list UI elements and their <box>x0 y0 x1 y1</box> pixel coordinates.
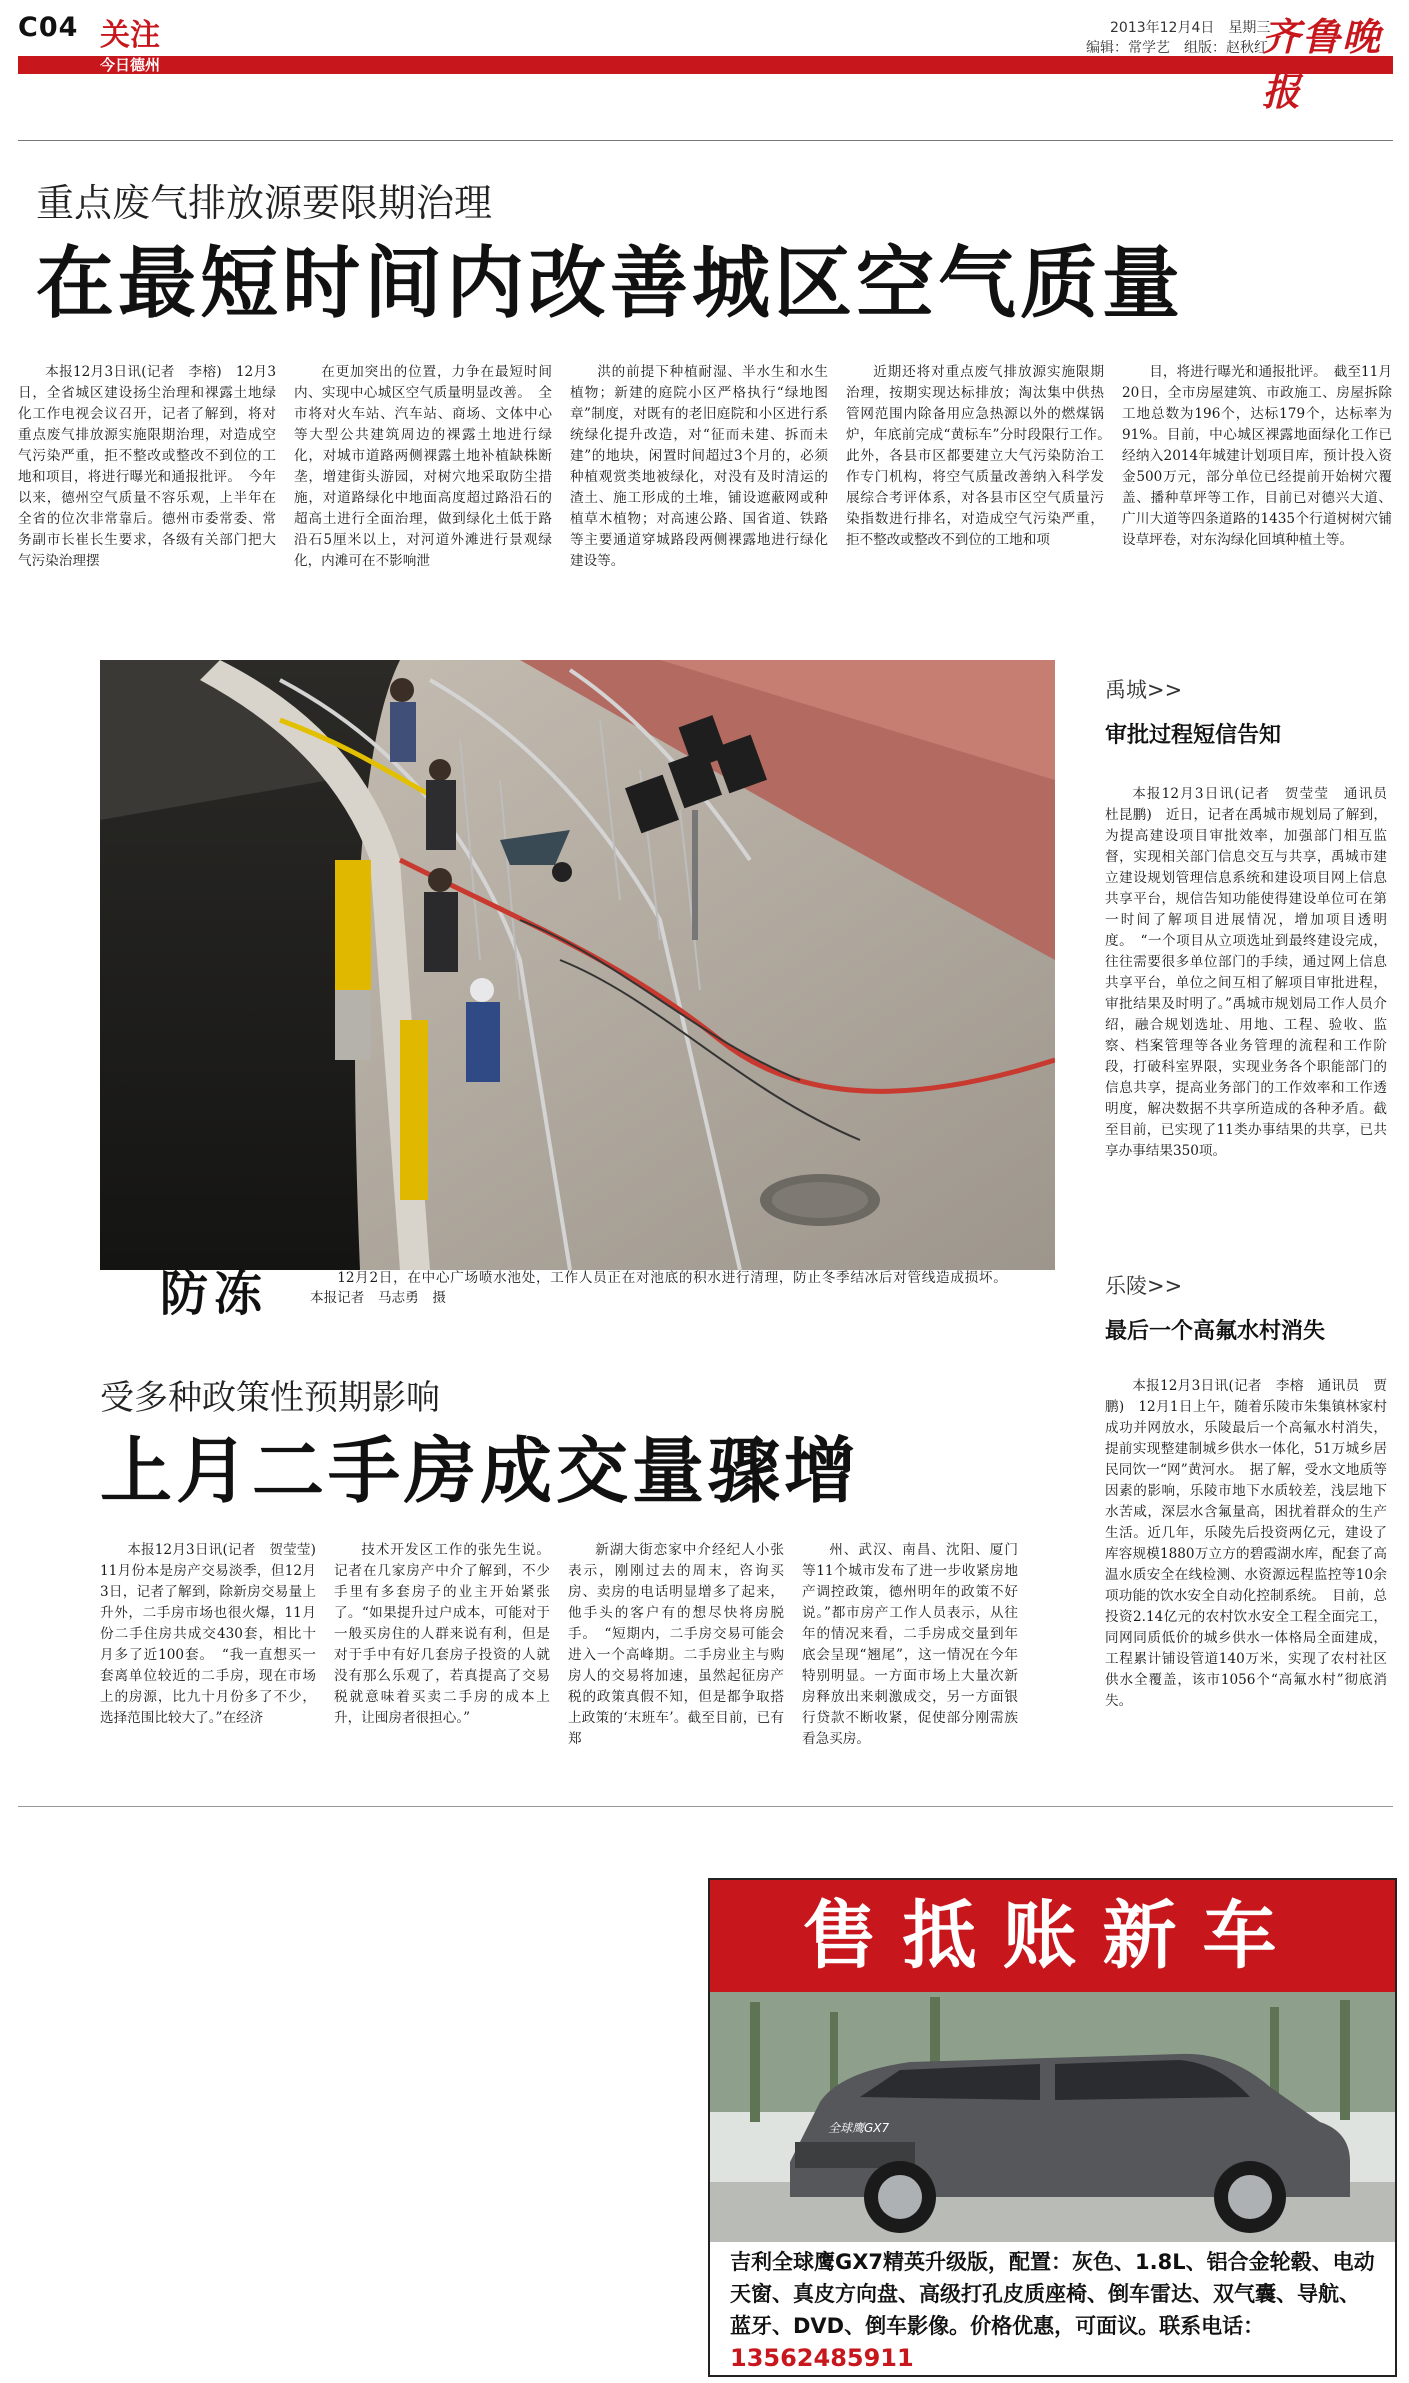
side1-headline: 审批过程短信告知 <box>1105 723 1282 748</box>
car-advertisement <box>708 1878 1397 2377</box>
story2-kicker: 受多种政策性预期影响 <box>100 1378 440 1418</box>
ad-title: 售抵账新车 <box>710 1880 1395 1992</box>
side1-body: 本报12月3日讯(记者 贺莹莹 通讯员 杜昆鹏) 近日，记者在禹城市规划局了解到，为提高建设项目审批效率，加强部门相互监督，实现相关部门信息交互与共享，禹城市建立建设规划管理信息系统和建设项目网上信息共享平台，规信告知功能使得建设单位可在第一时间了解项目进展情况，增加项目透明度。 “一个项目从立项选址到最终建设完成，往往需要很多单位部门的手续，通过网上信息共享平台，单位之间互相了解项目审批进程，审批结果及时明了。”禹城市规划局工作人员介绍，融合规划选址、用地、工程、验收、监察、档案管理等各业务管理的流程和工作阶段，打破科室界限，实现业务各个职能部门的信息共享，提高业务部门的工作效率和工作透明度，解决数据不共享所造成的各种矛盾。截至目前，已实现了11类办事结果的共享，已共享办事结果350项。 <box>1105 786 1401 1159</box>
photo-caption: 12月2日，在中心广场喷水池处，工作人员正在对池底的积水进行清理，防止冬季结冰后对管线造成损坏。 本报记者 马志勇 摄 <box>310 1270 1041 1306</box>
side2-body: 本报12月3日讯(记者 李榕 通讯员 贾鹏) 12月1日上午，随着乐陵市朱集镇林家村成功并网放水，乐陵最后一个高氟水村消失，提前实现整建制城乡供水一体化，51万城乡居民同饮一“网”黄河水。 据了解，受水文地质等因素的影响，乐陵市地下水质较差，浅层地下水苦咸，深层水含氟量高，困扰着群众的生产生活。近几年，乐陵先后投资两亿元，建设了库容规模1880万立方的碧霞湖水库，配套了高温水质安全在线检测、水资源远程监控等10余项功能的饮水安全自动化控制系统。 目前，总投资2.14亿元的农村饮水安全工程全面完工，同网同质低价的城乡供水一体格局全面建成，工程累计铺设管道140万米，实现了农村社区供水全覆盖，该市1056个“高氟水村”彻底消失。 <box>1105 1378 1387 1709</box>
story1-column-5: 目，将进行曝光和通报批评。 截至11月20日，全市房屋建筑、市政施工、房屋拆除工地总数为196个，达标179个，达标率为91%。目前，中心城区裸露地面绿化工作已经纳入2014年城建计划项目库，预计投入资金500万元，部分单位已经提前开始树穴覆盖、播种草坪等工作，目前已对德兴大道、广川大道等四条道路的1435个行道树树穴铺设草坪卷，对东沟绿化回填种植土等。 <box>1122 364 1392 548</box>
car-badge: 全球鹰GX7 <box>828 2121 890 2135</box>
story2-column-4: 州、武汉、南昌、沈阳、厦门等11个城市发布了进一步收紧房地产调控政策，德州明年的政策不好说。”都市房产工作人员表示，从往年的情况来看，二手房成交量到年底会呈现“翘尾”，这一情况在今年特别明显。一方面市场上大量次新房释放出来刺激成交，另一方面银行贷款不断收紧，促使部分刚需族看急买房。 <box>802 1542 1018 1747</box>
side2-headline: 最后一个高氟水村消失 <box>1105 1319 1326 1344</box>
side1-place: 禹城>> <box>1105 678 1183 702</box>
ad-phone: 13562485911 <box>730 2344 914 2372</box>
page-code: C04 <box>18 12 79 43</box>
story2-column-1: 本报12月3日讯(记者 贺莹莹) 11月份本是房产交易淡季，但12月3日，记者了解到，除新房交易量上升外，二手房市场也很火爆，11月份二手住房共成交430套，相比十月多了近100套。 “我一直想买一套离单位较近的二手房，现在市场上的房源，比九十月份多了不少，选择范围比较大了。”在经济 <box>100 1542 330 1726</box>
story1-kicker: 重点废气排放源要限期治理 <box>36 181 493 225</box>
story1-headline: 在最短时间内改善城区空气质量 <box>36 239 1185 329</box>
story1-column-2: 在更加突出的位置，力争在最短时间内、实现中心城区空气质量明显改善。 全市将对火车站、汽车站、商场、文体中心等大型公共建筑周边的裸露土地进行绿化，对城市道路两侧裸露土地补植缺株断垄，增建街头游园，对树穴地采取防尘措施，对道路绿化中地面高度超过路沿石的超高土进行全面治理，做到绿化土低于路沿石5厘米以上，对河道外滩进行景观绿化，内滩可在不影响泄 <box>294 364 552 569</box>
story1-column-1: 本报12月3日讯(记者 李榕) 12月3日，全省城区建设扬尘治理和裸露土地绿化工作电视会议召开，记者了解到，将对重点废气排放源实施限期治理，对造成空气污染严重，拒不整改或整改不到位的工地和项目，将进行曝光和通报批评。 今年以来，德州空气质量不容乐观，上半年在全省的位次非常靠后。德州市委常委、常务副市长崔长生要求，各级有关部门把大气污染治理摆 <box>18 364 276 569</box>
date-line: 2013年12月4日 星期三 <box>1110 20 1271 36</box>
fountain-pool-photo <box>100 660 1055 1270</box>
story2-column-3: 新湖大街恋家中介经纪人小张表示，刚刚过去的周末，咨询买房、卖房的电话明显增多了起来，他手头的客户有的想尽快将房脱手。 “短期内，二手房交易可能会进入一个高峰期。二手房业主与购房人的交易将加速，虽然起征房产税的政策真假不知，但是都争取搭上政策的‘末班车’。截至目前，已有郑 <box>568 1542 784 1747</box>
car-photo <box>710 1992 1395 2242</box>
suv-image <box>710 1992 1395 2242</box>
divider <box>18 140 1393 141</box>
side2-place: 乐陵>> <box>1105 1274 1183 1298</box>
section-title: 关注 <box>100 18 160 53</box>
photo-title: 防冻 <box>160 1266 269 1322</box>
ad-text <box>730 2246 1380 2375</box>
ad-phone-label: 联系电话： <box>1159 2314 1265 2338</box>
newspaper-logo: 齐鲁晚报 <box>1262 14 1383 114</box>
editors-line: 编辑：常学艺 组版：赵秋红 <box>1086 40 1268 56</box>
divider <box>18 1806 1393 1807</box>
ad-description: 吉利全球鹰GX7精英升级版，配置：灰色、1.8L、铝合金轮毂、电动天窗、真皮方向盘、高级打孔皮质座椅、倒车雷达、双气囊、导航、蓝牙、DVD、倒车影像。价格优惠，可面议。 <box>730 2250 1375 2338</box>
header-bar <box>18 56 1393 74</box>
story2-column-2: 技术开发区工作的张先生说。记者在几家房产中介了解到，不少手里有多套房子的业主开始紧张了。“如果提升过户成本，可能对于一般买房住的人群来说有利，但是对于手中有好几套房子投资的人就没有那么乐观了，若真提高了交易税就意味着买卖二手房的成本上升，让囤房者很担心。” <box>334 1542 550 1726</box>
story1-column-3: 洪的前提下种植耐湿、半水生和水生植物；新建的庭院小区严格执行“绿地图章”制度，对既有的老旧庭院和小区进行系统绿化提升改造，对“征而未建、拆而未建”的地块，闲置时间超过3个月的，必须种植观赏类地被绿化，对没有及时清运的渣土、施工形成的土堆，铺设遮蔽网或种植草木植物；对高速公路、国省道、铁路等主要通道穿城路段两侧裸露地进行绿化建设等。 <box>570 364 828 569</box>
story1-column-4: 近期还将对重点废气排放源实施限期治理，按期实现达标排放；淘汰集中供热管网范围内除备用应急热源以外的燃煤锅炉，年底前完成“黄标车”分时段限行工作。 此外，各县市区都要建立大气污染防治工作专门机构，将空气质量改善纳入科学发展综合考评体系，对各县市区空气质量污染指数进行排名，对造成空气污染严重，拒不整改或整改不到位的工地和项 <box>846 364 1118 548</box>
subsection-title: 今日德州 <box>100 56 161 74</box>
story2-headline: 上月二手房成交量骤增 <box>100 1429 861 1513</box>
news-photo <box>100 660 1055 1270</box>
